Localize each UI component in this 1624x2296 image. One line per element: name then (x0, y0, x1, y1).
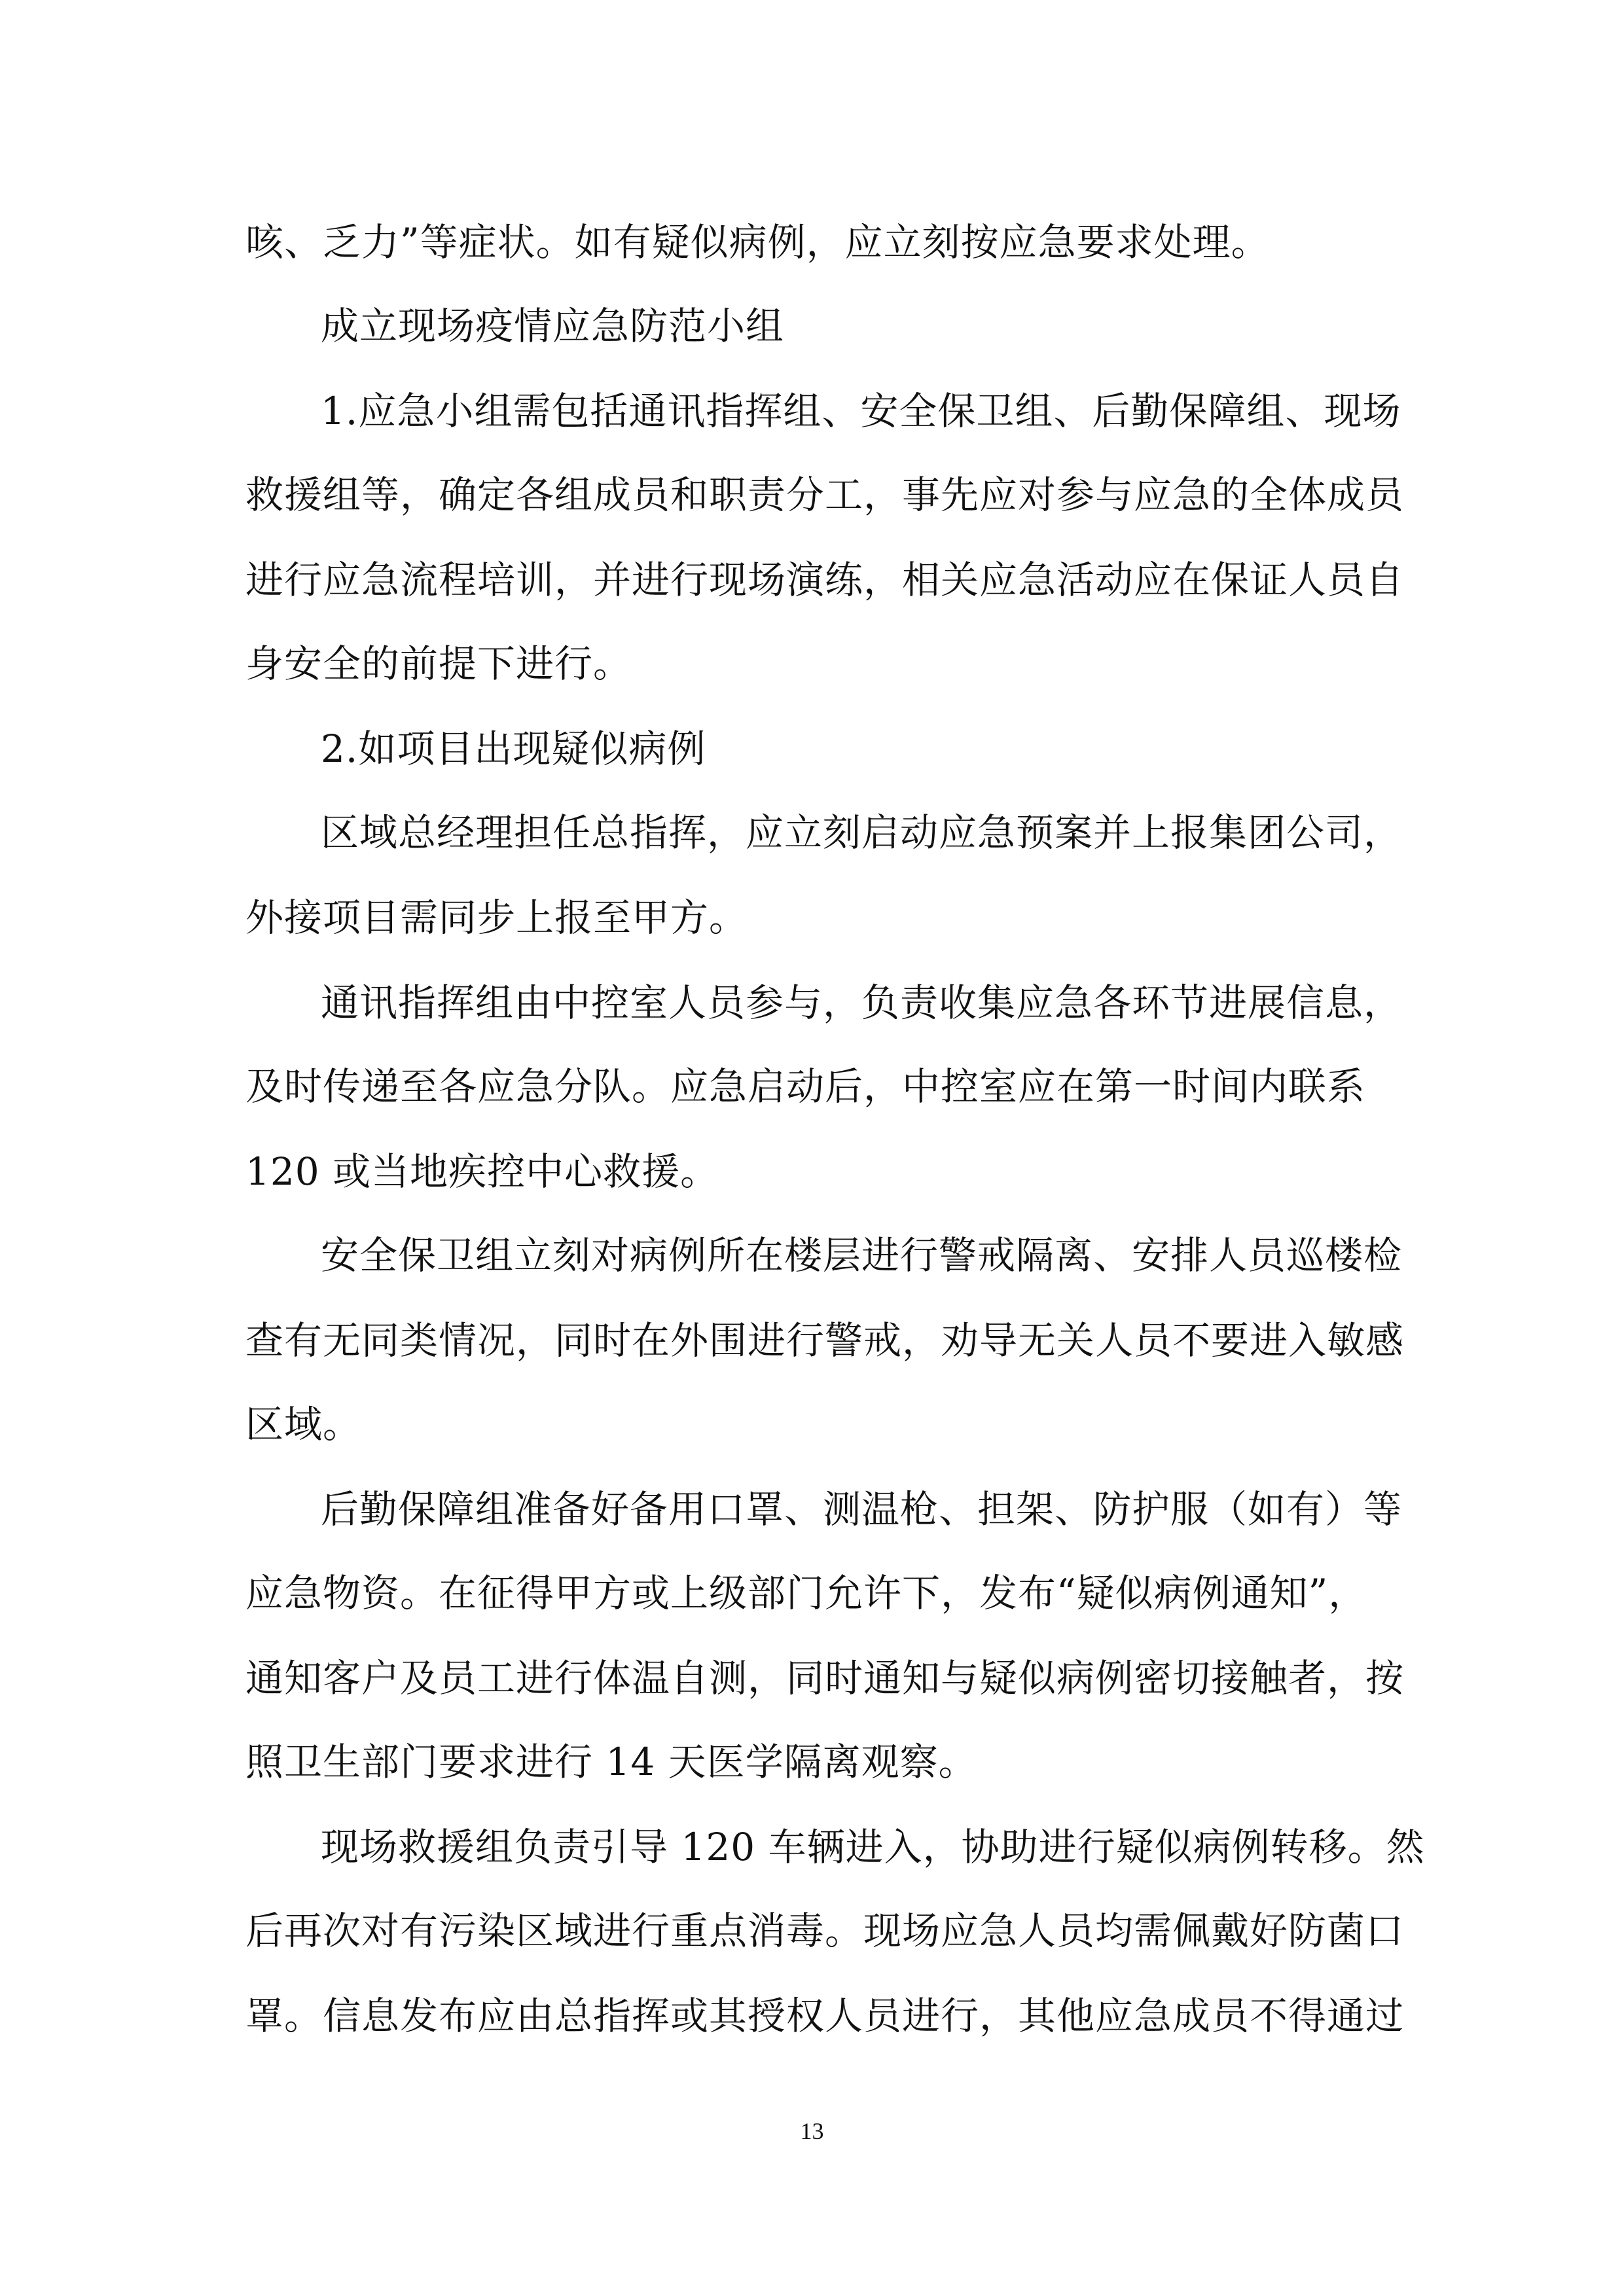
text-line: 照卫生部门要求进行 14 天医学隔离观察。 (245, 1740, 977, 1784)
text-line: 区域。 (245, 1402, 362, 1446)
text-line: 后再次对有污染区域进行重点消毒。现场应急人员均需佩戴好防菌口 (245, 1909, 1405, 1953)
text-line: 通知客户及员工进行体温自测，同时通知与疑似病例密切接触者，按 (245, 1656, 1405, 1700)
text-line: 120 或当地疾控中心救援。 (245, 1149, 719, 1194)
page-number: 13 (800, 2118, 824, 2144)
text-line: 2.如项目出现疑似病例 (321, 726, 706, 771)
text-line: 救援组等，确定各组成员和职责分工，事先应对参与应急的全体成员 (245, 473, 1405, 517)
text-line: 1.应急小组需包括通讯指挥组、安全保卫组、后勤保障组、现场 (321, 389, 1401, 433)
text-line: 查有无同类情况，同时在外围进行警戒，劝导无关人员不要进入敏感 (245, 1318, 1405, 1363)
text-line: 身安全的前提下进行。 (245, 641, 632, 686)
text-line: 通讯指挥组由中控室人员参与，负责收集应急各环节进展信息， (321, 980, 1403, 1025)
text-line: 罩。信息发布应由总指挥或其授权人员进行，其他应急成员不得通过 (245, 1994, 1405, 2038)
text-line: 后勤保障组准备好备用口罩、测温枪、担架、防护服（如有）等 (321, 1487, 1403, 1532)
text-line: 外接项目需同步上报至甲方。 (245, 895, 748, 940)
text-line: 进行应急流程培训，并进行现场演练，相关应急活动应在保证人员自 (245, 558, 1405, 602)
text-line: 应急物资。在征得甲方或上级部门允许下，发布“疑似病例通知”， (245, 1571, 1367, 1615)
text-line: 现场救援组负责引导 120 车辆进入，协助进行疑似病例转移。然 (321, 1825, 1425, 1869)
text-line: 安全保卫组立刻对病例所在楼层进行警戒隔离、安排人员巡楼检 (321, 1233, 1403, 1278)
text-line: 及时传递至各应急分队。应急启动后，中控室应在第一时间内联系 (245, 1064, 1366, 1109)
text-line: 咳、乏力”等症状。如有疑似病例，应立刻按应急要求处理。 (245, 220, 1270, 264)
section-heading: 成立现场疫情应急防范小组 (321, 304, 785, 348)
text-line: 区域总经理担任总指挥，应立刻启动应急预案并上报集团公司， (321, 810, 1403, 855)
